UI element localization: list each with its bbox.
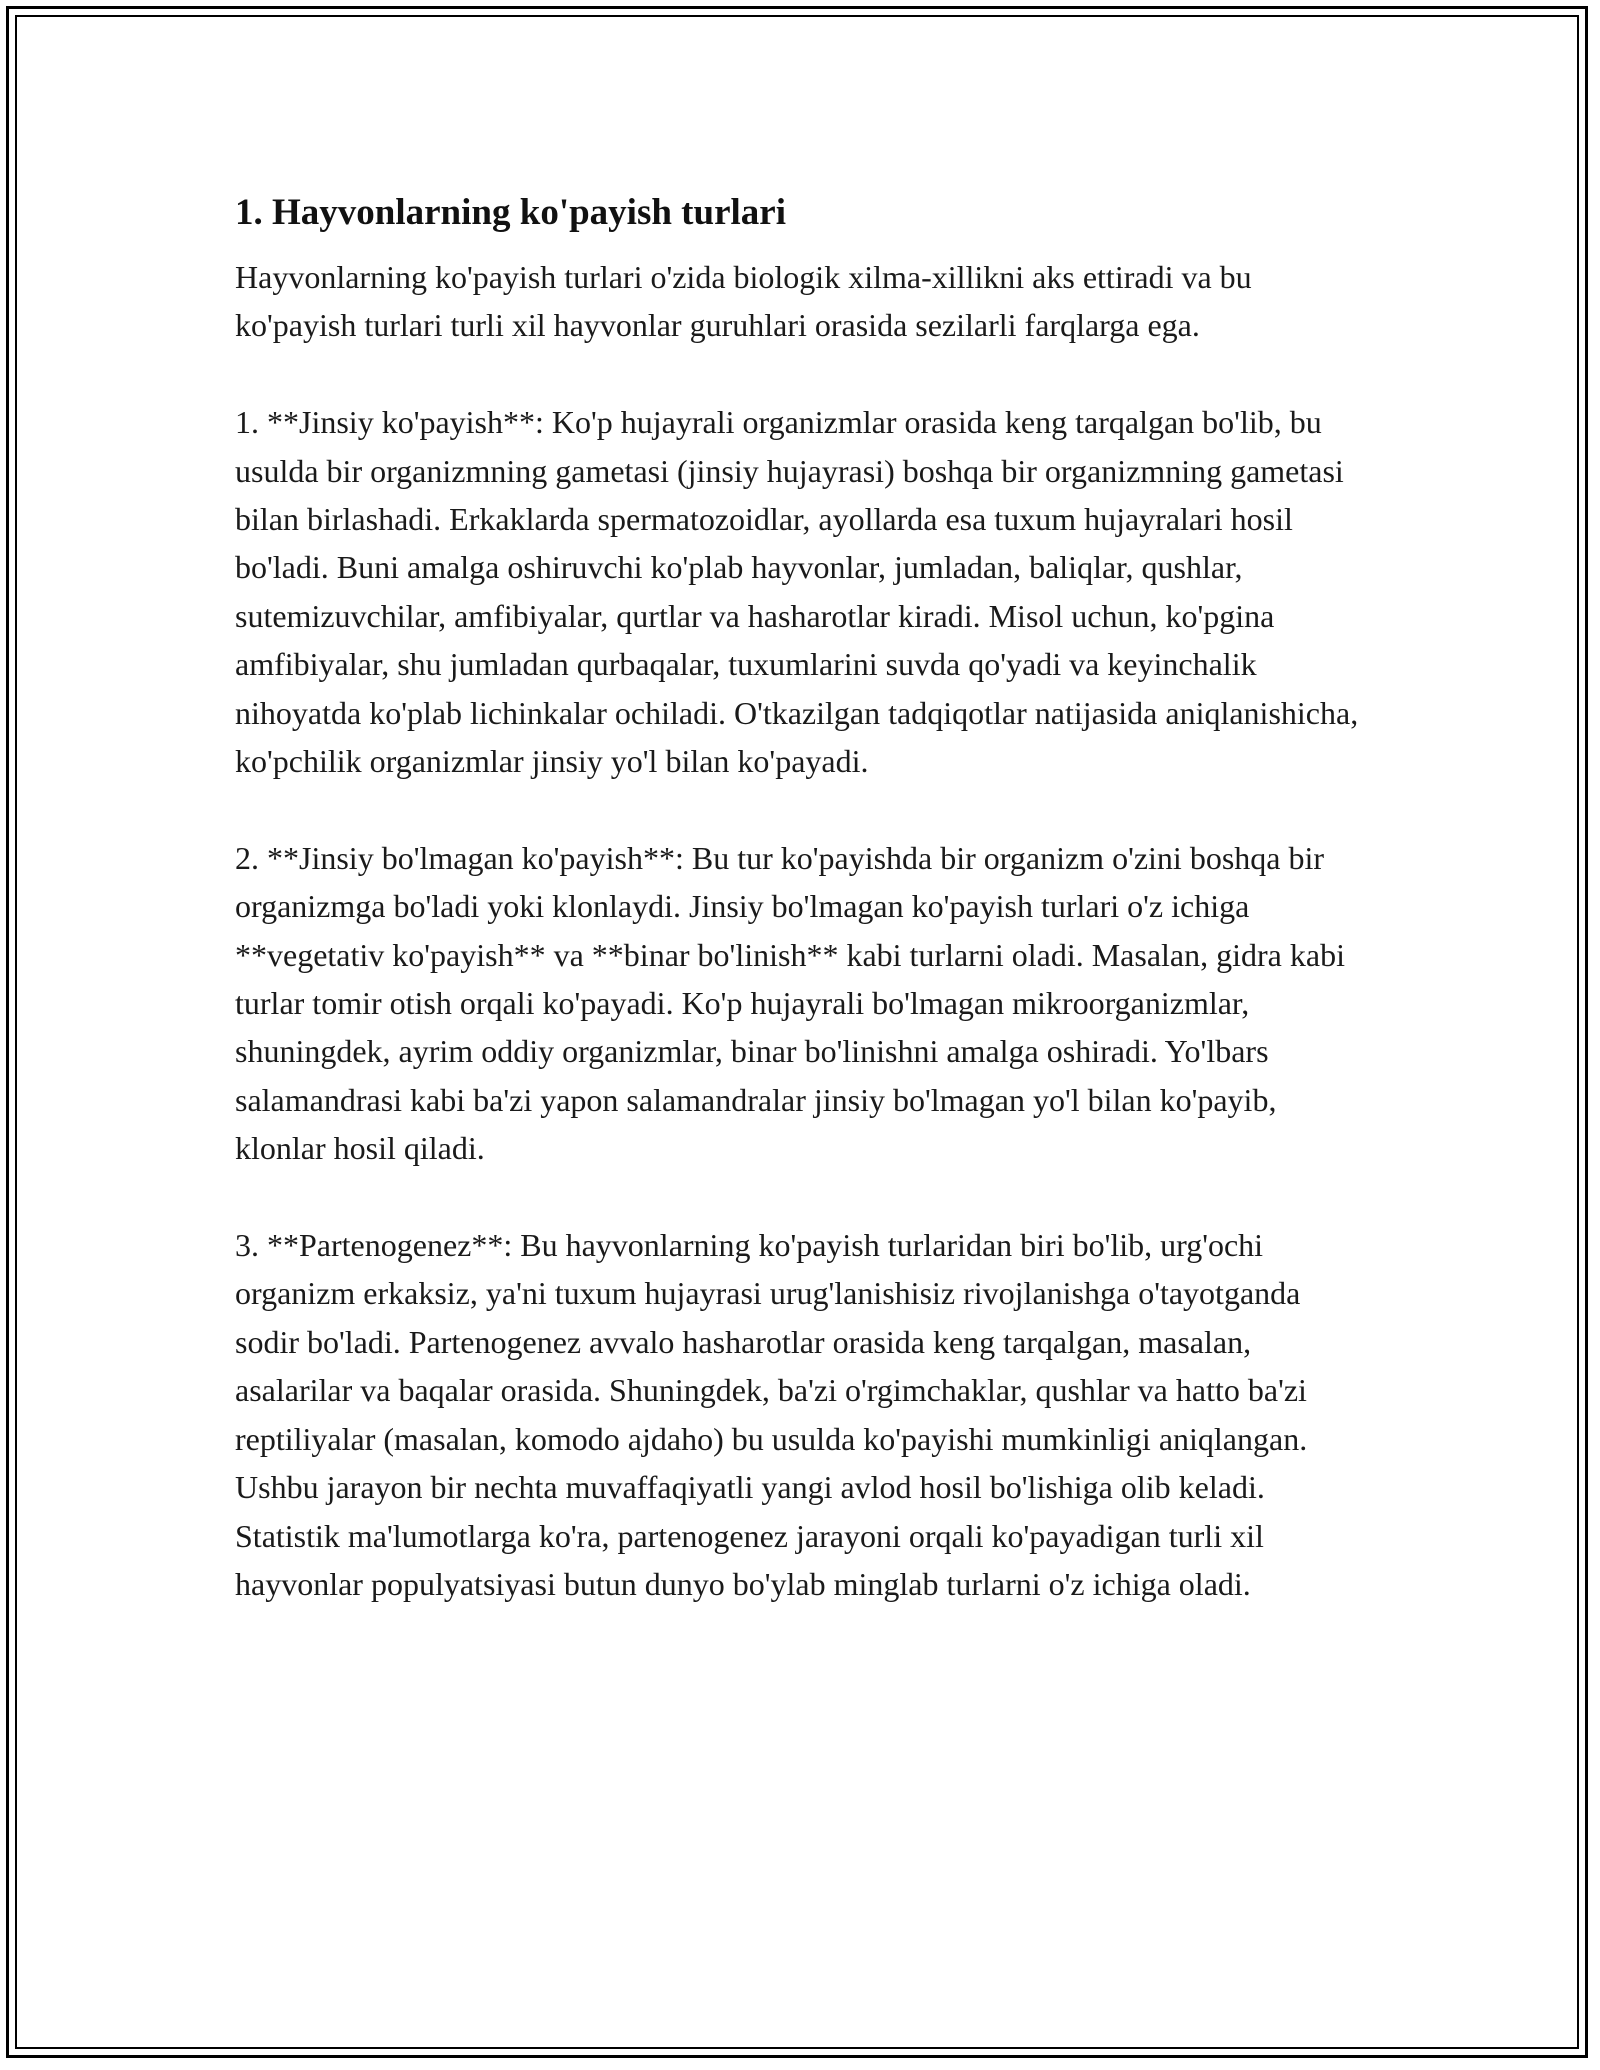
section-heading: 1. Hayvonlarning ko'payish turlari <box>235 192 786 233</box>
document-body <box>235 187 1370 1657</box>
paragraph-sexual-reproduction: 1. **Jinsiy ko'payish**: Ko'p hujayrali organizmlar orasida keng tarqalgan bo'lib, bu usulda bir organizmning gametasi (jinsiy hujayrasi) boshqa bir organizmning gametasi bilan birlashadi. Erkaklarda spermatozoidlar, ayollarda esa tuxum hujayralari hosil bo'ladi. Buni amalga oshiruvchi ko'plab hayvonlar, jumladan, baliqlar, qushlar, sutemizuvchilar, amfibiyalar, qurtlar va hasharotlar kiradi. Misol uchun, ko'pgina amfibiyalar, shu jumladan qurbaqalar, tuxumlarini suvda qo'yadi va keyinchalik nihoyatda ko'plab lichinkalar ochiladi. O'tkazilgan tadqiqotlar natijasida aniqlanishicha, ko'pchilik organizmlar jinsiy yo'l bilan ko'payadi. <box>235 404 1359 780</box>
paragraph-parthenogenesis: 3. **Partenogenez**: Bu hayvonlarning ko'payish turlaridan biri bo'lib, urg'ochi organizm erkaksiz, ya'ni tuxum hujayrasi urug'lanishisiz rivojlanishga o'tayotganda sodir bo'ladi. Partenogenez avvalo hasharotlar orasida keng tarqalgan, masalan, asalarilar va baqalar orasida. Shuningdek, ba'zi o'rgimchaklar, qushlar va hatto ba'zi reptiliyalar (masalan, komodo ajdaho) bu usulda ko'payishi mumkinligi aniqlangan. Ushbu jarayon bir nechta muvaffaqiyatli yangi avlod hosil bo'lishiga olib keladi. Statistik ma'lumotlarga ko'ra, partenogenez jarayoni orqali ko'payadigan turli xil hayvonlar populyatsiyasi butun dunyo bo'ylab minglab turlarni o'z ichiga oladi. <box>235 1227 1308 1602</box>
paragraph-asexual-reproduction: 2. **Jinsiy bo'lmagan ko'payish**: Bu tur ko'payishda bir organizm o'zini boshqa bir organizmga bo'ladi yoki klonlaydi. Jinsiy bo'lmagan ko'payish turlari o'z ichiga **vegetativ ko'payish** va **binar bo'linish** kabi turlarni oladi. Masalan, gidra kabi turlar tomir otish orqali ko'payadi. Ko'p hujayrali bo'lmagan mikroorganizmlar, shuningdek, ayrim oddiy organizmlar, binar bo'linishni amalga oshiradi. Yo'lbars salamandrasi kabi ba'zi yapon salamandralar jinsiy bo'lmagan yo'l bilan ko'payib, klonlar hosil qiladi. <box>235 839 1345 1167</box>
intro-paragraph: Hayvonlarning ko'payish turlari o'zida biologik xilma-xillikni aks ettiradi va bu ko'payish turlari turli xil hayvonlar guruhlari orasida sezilarli farqlarga ega. <box>235 259 1252 344</box>
